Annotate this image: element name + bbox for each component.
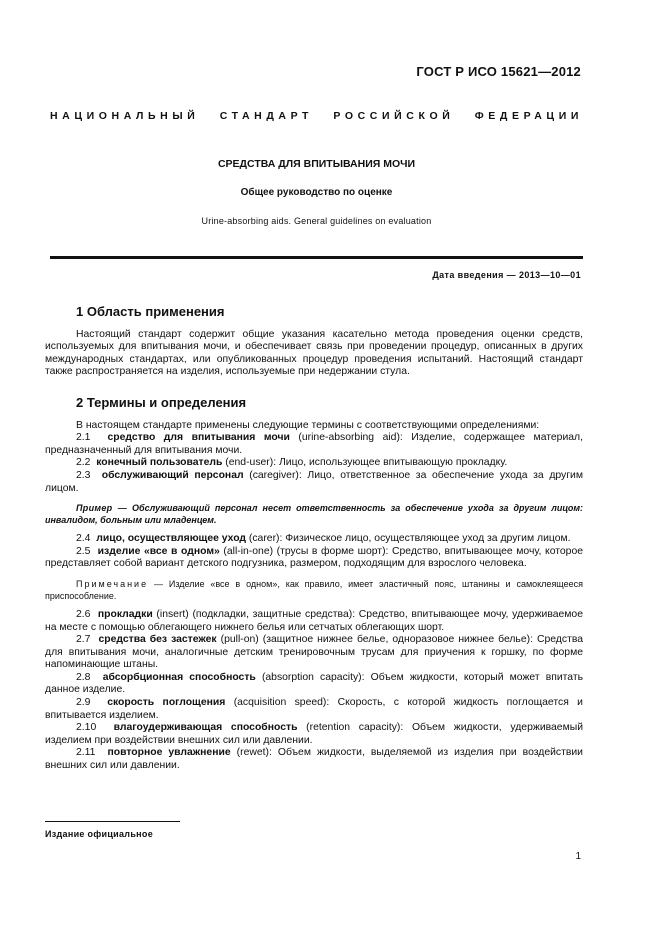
term-2-3: 2.3 обслуживающий персонал (caregiver): Лицо, ответственное за обеспечение ухода за другим лицом. [45, 469, 583, 494]
section-2-intro: В настоящем стандарте применены следующие термины с соответствующими определениями: [76, 419, 540, 431]
term-2-7: 2.7 средства без застежек (pull-on) (защитное нижнее белье, одноразовое нижнее белье): Средства для впитывания мочи, аналогичные детским тренировочным трусам для приучения к горшку, по форме напоминающие штаны. [45, 634, 584, 671]
term-2-1: 2.1 средство для впитывания мочи (urine-absorbing aid): Изделие, содержащее материал, предназначенный для впитывания мочи. [45, 432, 583, 456]
example-note: Пример — Обслуживающий персонал несет ответственность за обеспечение ухода за другим лицом: инвалидом, больным или младенцем. [45, 503, 584, 526]
introduction-date: Дата введения — 2013—10—01 [432, 270, 581, 280]
term-2-4: 2.4 лицо, осуществляющее уход (carer): Физическое лицо, осуществляющее уход за другим лицом. [76, 533, 571, 545]
footer-divider [45, 821, 180, 822]
term-2-6: 2.6 прокладки (insert) (подкладки, защитные средства): Средство, впитывающее мочу, удерживаемое на месте с помощью облегающего нижнего белья или сетчатых облегающих шорт. [45, 608, 583, 633]
title-sub: Общее руководство по оценке [240, 187, 393, 198]
title-main: СРЕДСТВА ДЛЯ ВПИТЫВАНИЯ МОЧИ [217, 158, 416, 170]
page-number: 1 [575, 851, 581, 862]
title-english: Urine-absorbing aids. General guidelines on evaluation [201, 216, 432, 226]
term-2-11: 2.11 повторное увлажнение (rewet): Объем жидкости, выделяемой из изделия при воздействии внешних сил или давлении. [45, 747, 583, 772]
section-1-text: Настоящий стандарт содержит общие указания касательно метода проведения оценки средств, используемых для впитывания мочи, и обеспечивает связь при проведении процедур, описанных в других международных стандартах, или опубликованных процедур проведения испытаний. Настоящий стандарт также распространяется на изделия, используемые при недержании стула. [45, 328, 583, 378]
term-2-8: 2.8 абсорбционная способность (absorption capacity): Объем жидкости, который может впитать данное изделие. [45, 671, 584, 696]
national-standard-heading: НАЦИОНАЛЬНЫЙ СТАНДАРТ РОССИЙСКОЙ ФЕДЕРАЦИИ [50, 110, 583, 122]
term-2-10: 2.10 влагоудерживающая способность (retention capacity): Объем жидкости, удерживаемый изделием при воздействии внешних сил или давлении. [45, 722, 583, 746]
term-2-2: 2.2 конечный пользователь (end-user): Лицо, использующее впитывающую прокладку. [76, 457, 508, 469]
remark-note: Примечание — Изделие «все в одном», как правило, имеет эластичный пояс, штанины и самоклеящееся приспособление. [45, 578, 583, 601]
term-2-9: 2.9 скорость поглощения (acquisition speed): Скорость, с которой жидкость поглощается и впитывается изделием. [45, 697, 583, 721]
section-1-title: 1 Область применения [76, 304, 225, 319]
official-edition: Издание официальное [45, 829, 154, 839]
term-2-5: 2.5 изделие «все в одном» (all-in-one) (трусы в форме шорт): Средство, впитывающее мочу, которое представляет собой вариант детского подгузника, размером, подходящим для взрослого человека. [45, 545, 584, 570]
section-2-title: 2 Термины и определения [76, 394, 247, 410]
document-body [45, 300, 583, 773]
gost-id: ГОСТ Р ИСО 15621—2012 [416, 64, 581, 79]
title-divider [50, 256, 583, 259]
